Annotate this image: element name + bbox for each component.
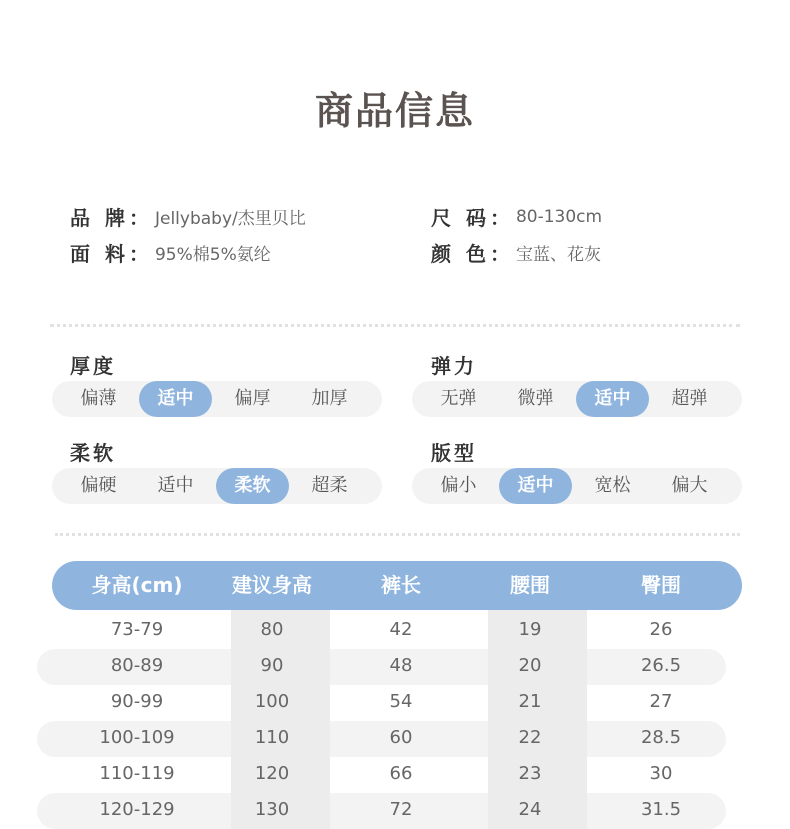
- header-height: 身高(cm): [91, 573, 183, 597]
- table-row: [52, 792, 742, 828]
- cell-suggested-height: 100: [254, 691, 290, 712]
- cell-height: 120-129: [99, 799, 175, 820]
- cell-suggested-height: 130: [254, 799, 290, 820]
- color-value: 宝蓝、花灰: [515, 245, 601, 265]
- softness-option: 偏硬: [80, 475, 117, 496]
- table-row: [52, 612, 742, 648]
- brand-label: 品 牌：: [70, 206, 153, 230]
- fit-option: 偏小: [440, 475, 477, 496]
- cell-hip: 31.5: [640, 799, 682, 820]
- cell-suggested-height: 120: [254, 763, 290, 784]
- cell-pants-length: 72: [389, 799, 413, 820]
- cell-suggested-height: 110: [254, 727, 290, 748]
- elasticity-option: 微弹: [517, 388, 554, 409]
- table-row: [52, 648, 742, 684]
- fabric-value: 95%棉5%氨纶: [154, 245, 271, 265]
- cell-pants-length: 54: [389, 691, 413, 712]
- table-row: [52, 684, 742, 720]
- header-waist: 腰围: [510, 573, 550, 597]
- brand-value: Jellybaby/杰里贝比: [154, 209, 306, 229]
- divider-bottom: [55, 533, 740, 536]
- cell-height: 73-79: [110, 619, 164, 640]
- fit-option: 偏大: [671, 475, 708, 496]
- softness-option-selected: 柔软: [216, 468, 289, 504]
- fabric-label: 面 料：: [70, 242, 153, 266]
- cell-pants-length: 42: [389, 619, 413, 640]
- cell-pants-length: 48: [389, 655, 413, 676]
- table-row: [52, 720, 742, 756]
- cell-waist: 24: [518, 799, 542, 820]
- thickness-option-selected: 适中: [139, 381, 212, 417]
- table-row: [52, 756, 742, 792]
- cell-waist: 20: [518, 655, 542, 676]
- fit-option: 宽松: [594, 475, 631, 496]
- cell-hip: 28.5: [640, 727, 682, 748]
- header-pants-length: 裤长: [381, 573, 421, 597]
- cell-hip: 27: [649, 691, 673, 712]
- cell-height: 100-109: [99, 727, 175, 748]
- cell-hip: 26: [649, 619, 673, 640]
- size-value: 80-130cm: [515, 206, 603, 227]
- cell-height: 110-119: [99, 763, 175, 784]
- cell-waist: 19: [518, 619, 542, 640]
- attr-softness-scale: [52, 468, 382, 504]
- size-label: 尺 码：: [431, 206, 514, 230]
- elasticity-option: 无弹: [440, 388, 477, 409]
- cell-pants-length: 66: [389, 763, 413, 784]
- size-table-header: [52, 561, 742, 610]
- attr-fit-scale: [412, 468, 742, 504]
- color-label: 颜 色：: [431, 242, 514, 266]
- cell-height: 80-89: [110, 655, 164, 676]
- cell-height: 90-99: [110, 691, 164, 712]
- cell-waist: 21: [518, 691, 542, 712]
- cell-suggested-height: 90: [260, 655, 284, 676]
- softness-option: 适中: [157, 475, 194, 496]
- thickness-option: 偏薄: [80, 388, 117, 409]
- attr-softness-label: 柔软: [70, 441, 116, 465]
- thickness-option: 偏厚: [234, 388, 271, 409]
- thickness-option: 加厚: [311, 388, 348, 409]
- elasticity-option-selected: 适中: [576, 381, 649, 417]
- attr-fit-label: 版型: [431, 441, 477, 465]
- cell-hip: 26.5: [640, 655, 682, 676]
- cell-hip: 30: [649, 763, 673, 784]
- elasticity-option: 超弹: [671, 388, 708, 409]
- cell-waist: 22: [518, 727, 542, 748]
- divider-top: [50, 324, 740, 327]
- attr-thickness-scale: [52, 381, 382, 417]
- info-brand: [70, 202, 306, 231]
- page-title: 商品信息: [314, 89, 475, 133]
- softness-option: 超柔: [311, 475, 348, 496]
- cell-pants-length: 60: [389, 727, 413, 748]
- info-fabric: [70, 238, 271, 267]
- cell-waist: 23: [518, 763, 542, 784]
- info-size: [431, 202, 602, 231]
- header-suggested-height: 建议身高: [232, 573, 312, 597]
- info-color: [431, 238, 601, 267]
- header-hip: 臀围: [641, 573, 681, 597]
- attr-thickness-label: 厚度: [70, 354, 116, 378]
- attr-elasticity-scale: [412, 381, 742, 417]
- cell-suggested-height: 80: [260, 619, 284, 640]
- attr-elasticity-label: 弹力: [431, 354, 477, 378]
- fit-option-selected: 适中: [499, 468, 572, 504]
